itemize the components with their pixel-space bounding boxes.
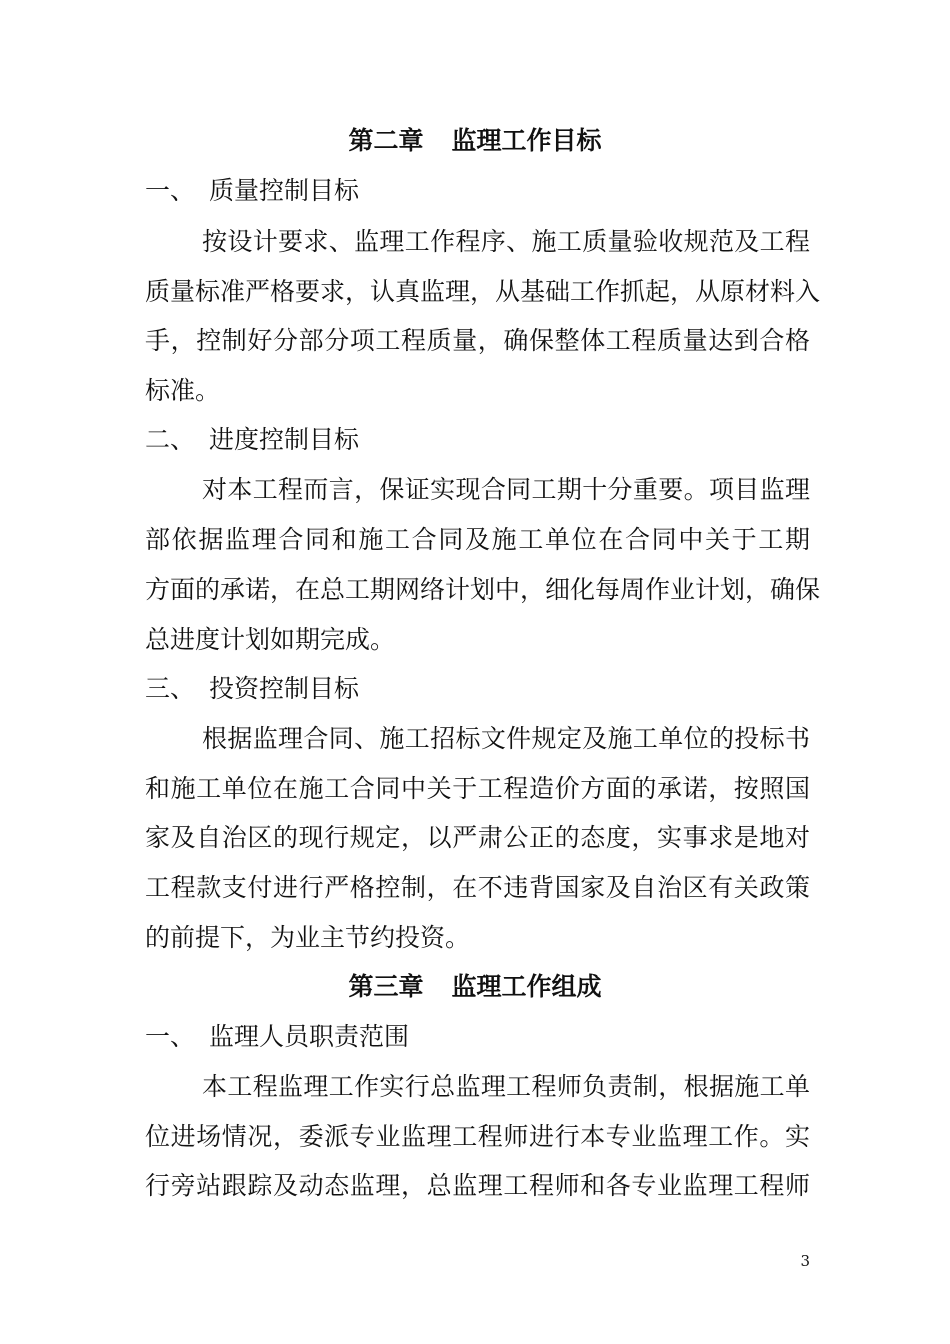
paragraph-line: 本工程监理工作实行总监理工程师负责制，根据施工单 xyxy=(202,1072,810,1101)
paragraph-line: 位进场情况，委派专业监理工程师进行本专业监理工作。实 xyxy=(145,1122,810,1151)
page-number: 3 xyxy=(800,1252,810,1270)
chapter-3-label: 第三章 xyxy=(348,972,424,1001)
section-number: 三、 xyxy=(145,674,196,703)
paragraph-line: 按设计要求、监理工作程序、施工质量验收规范及工程 xyxy=(202,227,810,256)
paragraph-line: 的前提下，为业主节约投资。 xyxy=(145,923,471,952)
section-heading xyxy=(145,674,810,704)
section-number: 一、 xyxy=(145,176,196,205)
section-title: 质量控制目标 xyxy=(209,176,360,205)
section-title: 监理人员职责范围 xyxy=(209,1022,410,1051)
paragraph-line: 对本工程而言，保证实现合同工期十分重要。项目监理 xyxy=(202,475,810,504)
paragraph-line: 行旁站跟踪及动态监理，总监理工程师和各专业监理工程师 xyxy=(145,1171,810,1200)
chapter-2-title xyxy=(0,126,950,156)
paragraph-line: 方面的承诺，在总工期网络计划中，细化每周作业计划，确保 xyxy=(145,575,821,604)
paragraph-line: 部依据监理合同和施工合同及施工单位在合同中关于工期 xyxy=(145,525,810,554)
section-heading xyxy=(145,176,810,206)
section-heading xyxy=(145,425,810,455)
paragraph-line: 质量标准严格要求，认真监理，从基础工作抓起，从原材料入 xyxy=(145,277,821,306)
chapter-2-heading: 监理工作目标 xyxy=(451,126,602,155)
chapter-3-heading: 监理工作组成 xyxy=(451,972,602,1001)
chapter-3-title xyxy=(0,972,950,1002)
chapter-2-label: 第二章 xyxy=(348,126,424,155)
section-title: 投资控制目标 xyxy=(209,674,360,703)
paragraph-line: 手，控制好分部分项工程质量，确保整体工程质量达到合格 xyxy=(145,326,810,355)
section-title: 进度控制目标 xyxy=(209,425,360,454)
paragraph-line: 总进度计划如期完成。 xyxy=(145,625,396,654)
paragraph-line: 家及自治区的现行规定，以严肃公正的态度，实事求是地对 xyxy=(145,823,810,852)
section-heading xyxy=(145,1022,810,1052)
paragraph-line: 工程款支付进行严格控制，在不违背国家及自治区有关政策 xyxy=(145,873,810,902)
paragraph-line: 和施工单位在施工合同中关于工程造价方面的承诺，按照国 xyxy=(145,774,810,803)
section-number: 二、 xyxy=(145,425,196,454)
section-number: 一、 xyxy=(145,1022,196,1051)
paragraph-line: 标准。 xyxy=(145,376,221,405)
paragraph-line: 根据监理合同、施工招标文件规定及施工单位的投标书 xyxy=(202,724,810,753)
